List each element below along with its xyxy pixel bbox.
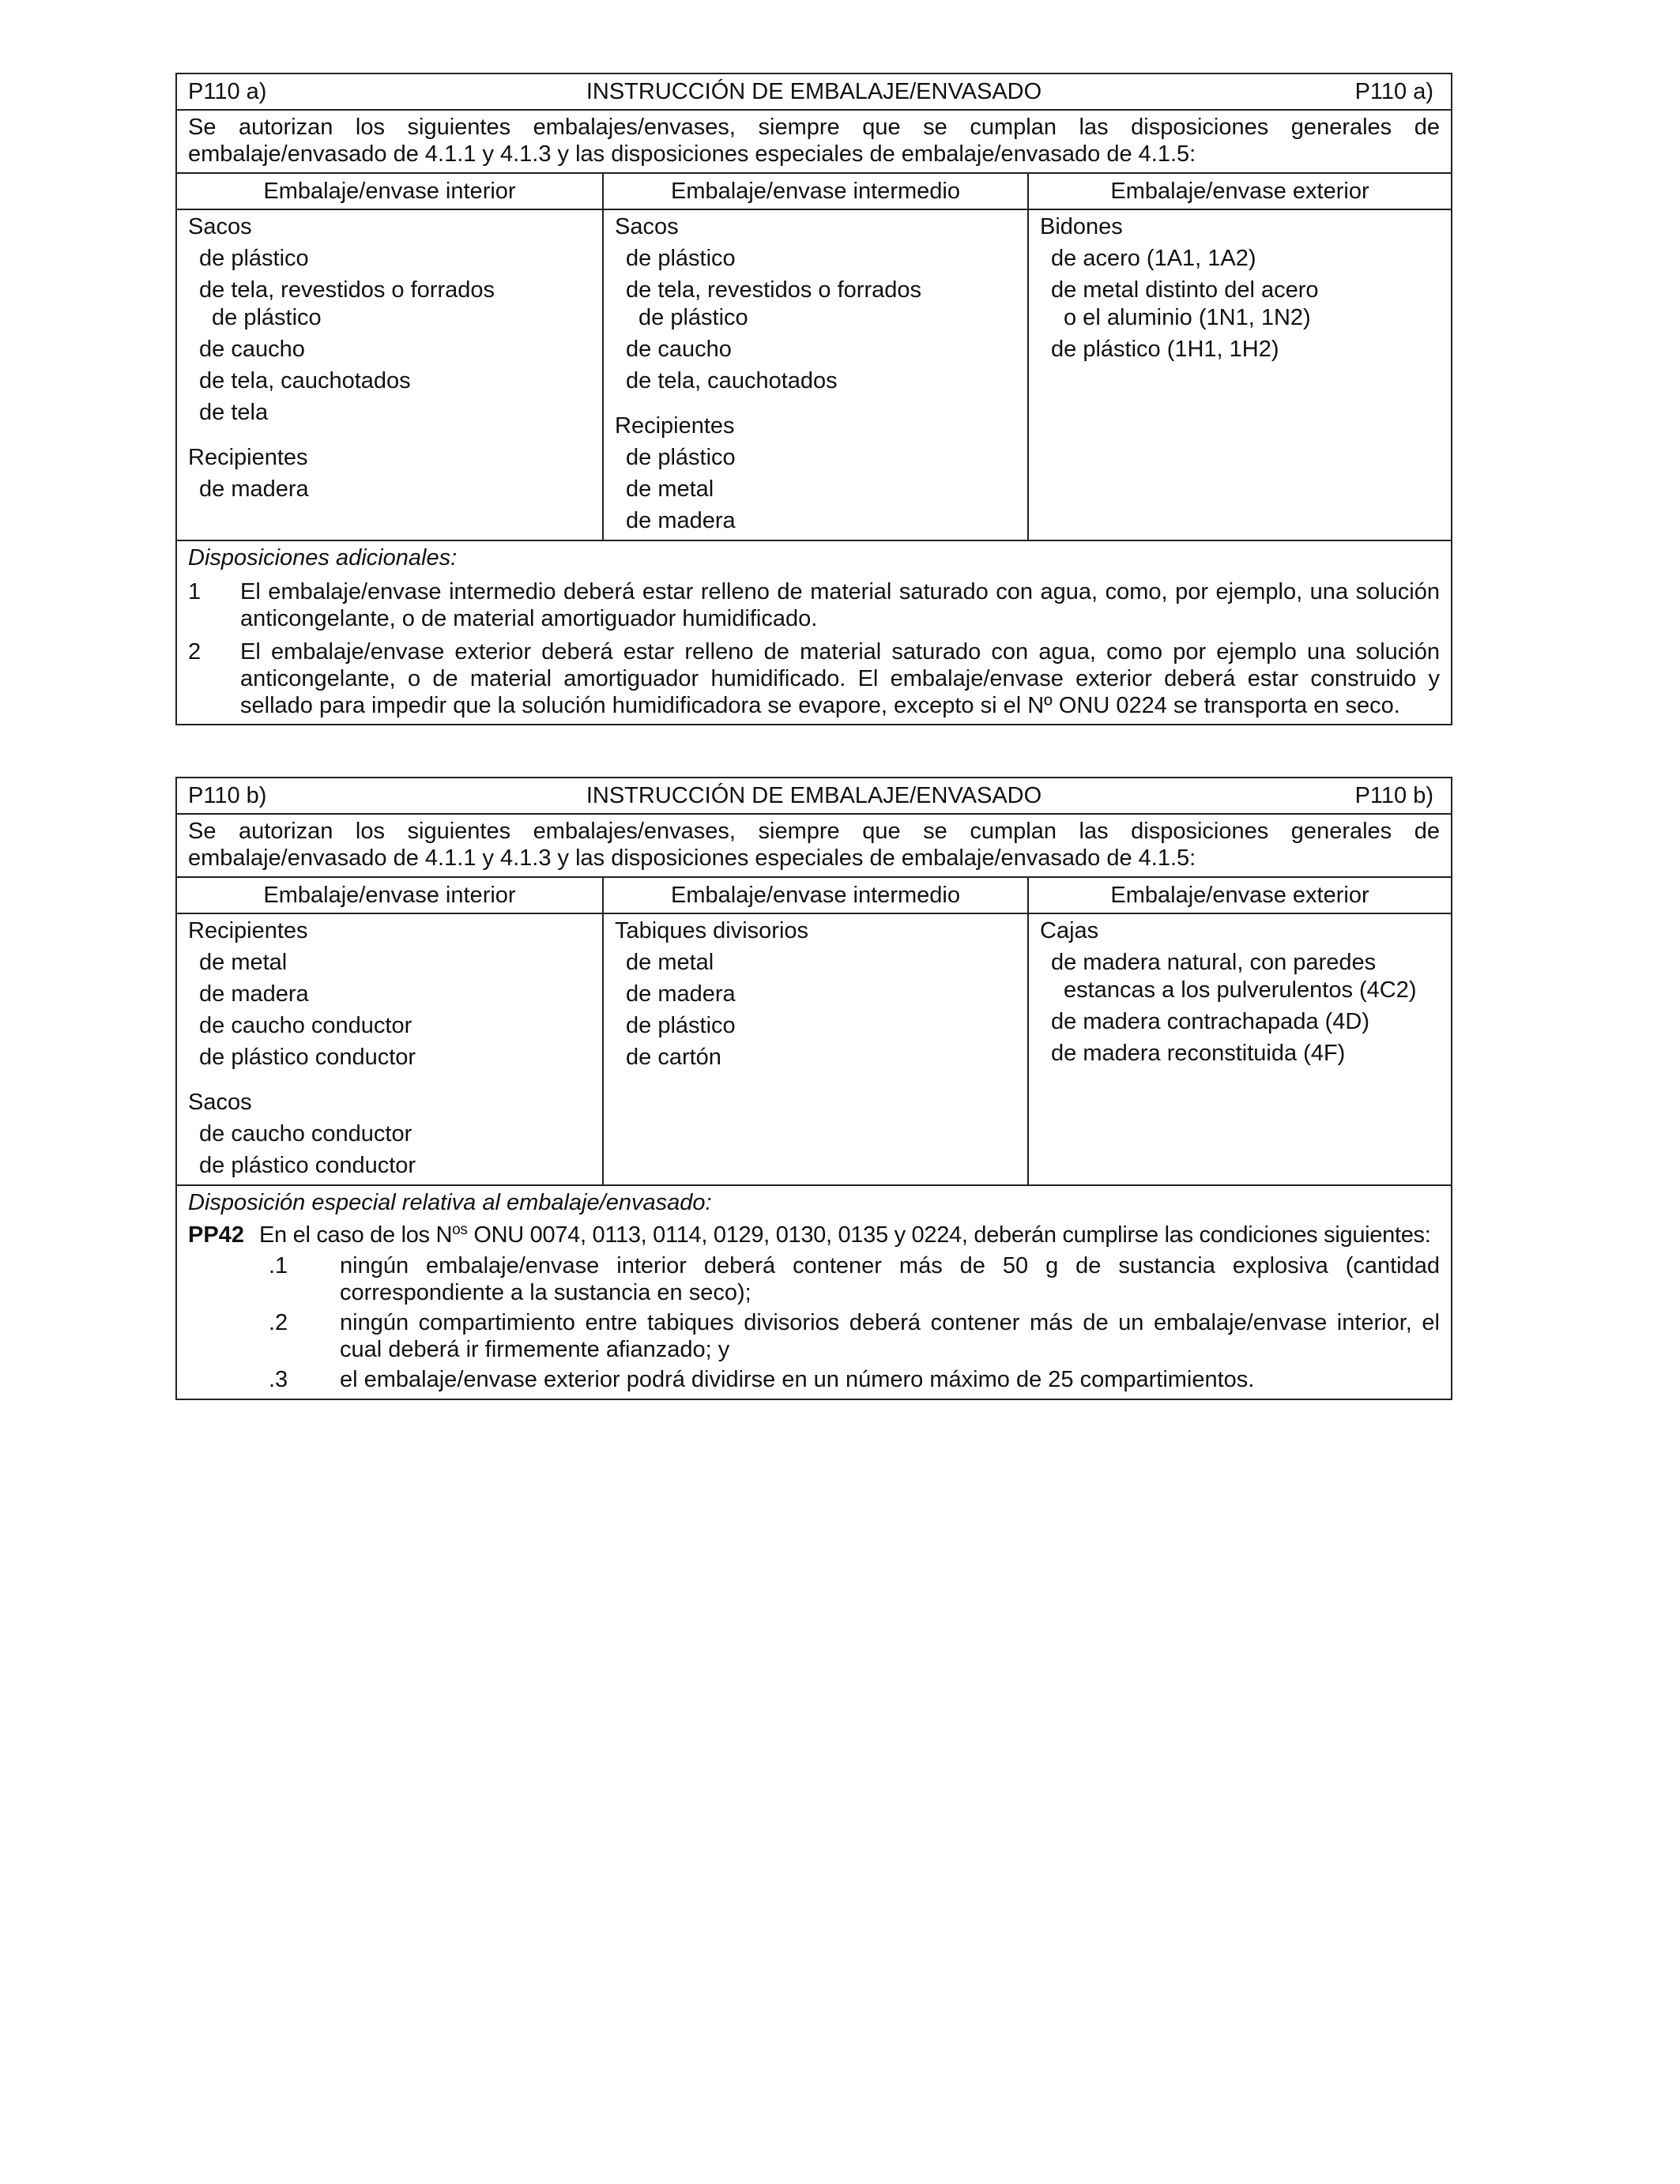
list-item: de plástico [626,1013,736,1038]
instruction-intro: Se autorizan los siguientes embalajes/envases, siempre que se cumplan las disposiciones generales de embalaje/envasado de 4.1.1 y 4.1.3 y las disposiciones especiales de embalaje/envasado de 4.1.5: [177,111,1451,174]
packing-instruction-p110a [175,73,1452,725]
group-title: Sacos [188,214,252,239]
condition-text: ningún compartimiento entre tabiques divisorios deberá contener más de un embalaje/envase interior, el cual deberá ir firmemente afianzado; y [340,1310,1440,1362]
list-item: de caucho [626,337,732,362]
condition-number: .2 [269,1310,288,1335]
special-provision-text [259,1222,1440,1249]
list-item: de caucho conductor [199,1121,412,1147]
column-header-interior: Embalaje/envase interior [263,179,516,204]
list-item-continuation: o el aluminio (1N1, 1N2) [1064,305,1311,330]
special-provision-code: PP42 [188,1222,244,1248]
group-title: Cajas [1040,918,1099,943]
list-item: de tela [199,400,269,425]
column-header-exterior: Embalaje/envase exterior [1027,174,1451,209]
list-item: de metal [626,476,714,502]
instruction-code-right: P110 b) [1354,782,1433,808]
list-item: de plástico [626,246,736,271]
group-title: Recipientes [188,445,308,470]
condition-number: .1 [269,1253,288,1278]
instruction-header [177,778,1451,815]
column-headers [177,174,1451,210]
list-item: de cartón [626,1045,721,1070]
column-header-exterior: Embalaje/envase exterior [1027,878,1451,913]
special-provision-text-end: ONU 0074, 0113, 0114, 0129, 0130, 0135 y 0224, deberán cumplirse las condiciones siguientes: [467,1222,1431,1248]
list-item: de plástico [199,246,309,271]
list-item: de tela, cauchotados [199,368,411,393]
provision-number: 2 [188,639,202,665]
column-header-interior: Embalaje/envase interior [263,883,516,908]
column-interior [177,210,602,540]
condition-row [188,1309,1440,1363]
list-item: de madera reconstituida (4F) [1051,1041,1346,1066]
group-title: Recipientes [188,918,308,943]
condition-number: .3 [269,1367,288,1392]
special-provision-text-start: En el caso de los N [259,1222,453,1248]
instruction-header [177,74,1451,111]
list-item: de madera [626,508,736,533]
list-item-text: de madera natural, con paredes [1051,950,1377,975]
list-item [188,277,591,332]
special-provision-row [188,1222,1440,1249]
list-item [1040,949,1440,1004]
column-intermedio [602,914,1027,1184]
group-title: Sacos [615,214,679,239]
superscript-os: os [452,1222,468,1238]
list-item: de metal [199,950,288,975]
list-item: de plástico [626,445,736,470]
condition-row [188,1252,1440,1306]
list-item-text: de metal distinto del acero [1051,277,1319,303]
instruction-intro: Se autorizan los siguientes embalajes/envases, siempre que se cumplan las disposiciones generales de embalaje/envasado de 4.1.1 y 4.1.3 y las disposiciones especiales de embalaje/envasado de 4.1.5: [177,815,1451,878]
list-item: de metal [626,950,714,975]
provision-row [188,578,1440,632]
instruction-title: INSTRUCCIÓN DE EMBALAJE/ENVASADO [586,782,1042,808]
provision-text: El embalaje/envase exterior deberá estar relleno de material saturado con agua, como por ejemplo una solución anticongelante, o de material amortiguador humidificado. El embalaje/envase exterior deberá estar construido y sellado para impedir que la solución humidificadora se evapore, excepto si el Nº ONU 0224 se transporta en seco. [240,639,1440,718]
condition-row [188,1366,1440,1394]
additional-provisions-title: Disposiciones adicionales: [188,545,458,570]
list-item-continuation: estancas a los pulverulentos (4C2) [1064,977,1417,1003]
column-header-intermedio: Embalaje/envase intermedio [602,878,1027,913]
group-title: Recipientes [615,413,735,439]
group-title: Tabiques divisorios [615,918,809,943]
instruction-code-left: P110 b) [188,782,267,808]
list-item-text: de tela, revestidos o forrados [199,277,495,303]
column-exterior [1027,210,1451,540]
condition-text: el embalaje/envase exterior podrá dividirse en un número máximo de 25 compartimientos. [340,1367,1255,1392]
column-intermedio [602,210,1027,540]
condition-text: ningún embalaje/envase interior deberá contener más de 50 g de sustancia explosiva (cantidad correspondiente a la sustancia en seco); [340,1253,1440,1305]
list-item [1040,277,1440,332]
packing-instruction-p110b [175,777,1452,1400]
list-item: de caucho [199,337,305,362]
special-provision [177,1186,1451,1399]
list-item: de plástico conductor [199,1045,416,1070]
column-interior [177,914,602,1184]
list-item [615,277,1016,332]
list-item: de plástico (1H1, 1H2) [1051,337,1279,362]
special-provision-title: Disposición especial relativa al embalaje/envasado: [188,1190,712,1215]
additional-provisions [177,541,1451,724]
list-item: de madera contrachapada (4D) [1051,1009,1370,1034]
column-headers [177,878,1451,914]
list-item-continuation: de plástico [212,305,322,330]
provision-number: 1 [188,579,202,604]
packaging-columns [177,914,1451,1186]
group-title: Bidones [1040,214,1123,239]
provision-text: El embalaje/envase intermedio deberá estar relleno de material saturado con agua, como, por ejemplo, una solución anticongelante, o de material amortiguador humidificado. [240,579,1440,631]
list-item: de tela, cauchotados [626,368,838,393]
list-item: de madera [199,476,309,502]
column-header-intermedio: Embalaje/envase intermedio [602,174,1027,209]
group-title: Sacos [188,1090,252,1115]
instruction-code-left: P110 a) [188,78,267,104]
list-item-text: de tela, revestidos o forrados [626,277,921,303]
column-exterior [1027,914,1451,1184]
list-item: de madera [626,981,736,1007]
instruction-title: INSTRUCCIÓN DE EMBALAJE/ENVASADO [586,78,1042,104]
list-item: de caucho conductor [199,1013,412,1038]
list-item-continuation: de plástico [638,305,748,330]
list-item: de acero (1A1, 1A2) [1051,246,1256,271]
provision-row [188,638,1440,719]
instruction-code-right: P110 a) [1354,78,1433,104]
packaging-columns [177,210,1451,541]
list-item: de madera [199,981,309,1007]
list-item: de plástico conductor [199,1153,416,1178]
